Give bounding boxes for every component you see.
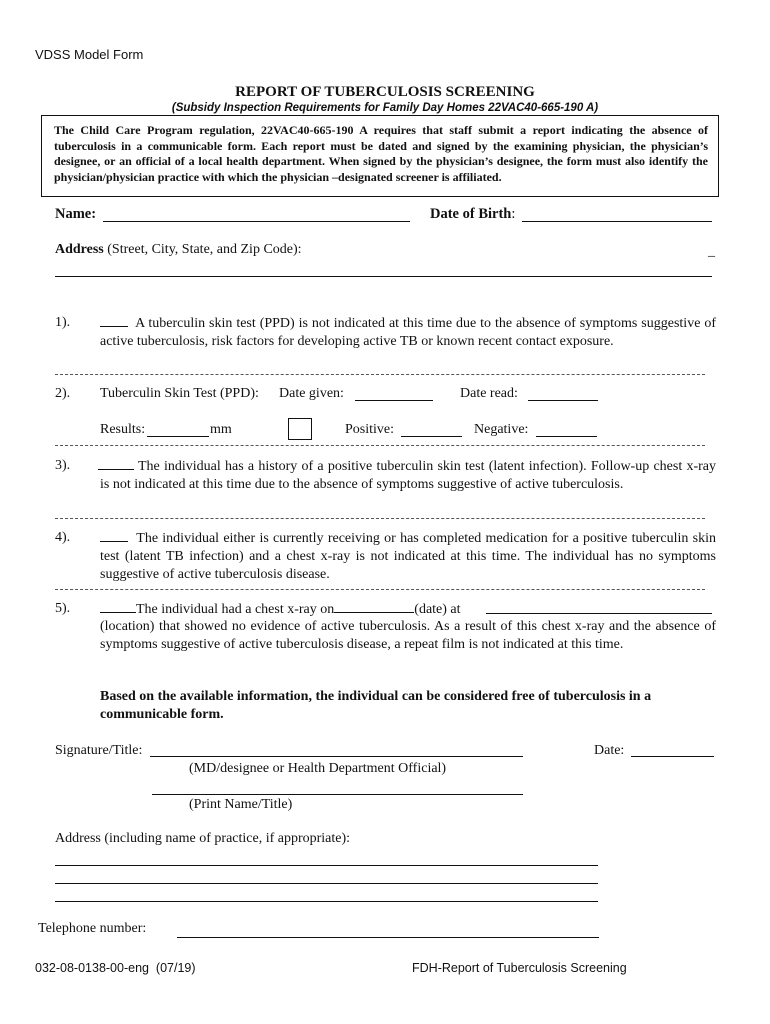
- section-divider: [55, 374, 705, 375]
- results-field[interactable]: [147, 436, 209, 437]
- practice-address-line-3[interactable]: [55, 901, 598, 902]
- item5-text: (location) that showed no evidence of active tuberculosis. As a result of this chest x-ray and the absence of symptoms suggestive of active tuberculosis disease, a repeat film is not indicated at this time.: [100, 619, 716, 652]
- item1-number: 1).: [55, 315, 71, 330]
- dob-label: Date of Birth:: [430, 206, 516, 222]
- signature-field[interactable]: [150, 756, 523, 757]
- item4-text: The individual either is currently receiving or has completed medication for a positive tuberculin skin test (latent TB infection) and a chest x-ray is not indicated at this time. The individual has no symptoms suggestive of active tuberculosis disease.: [100, 531, 716, 582]
- address-field[interactable]: [55, 276, 712, 277]
- practice-address-label: Address (including name of practice, if appropriate):: [55, 831, 351, 846]
- results-label: Results:: [100, 422, 146, 437]
- ppd-test-label: Tuberculin Skin Test (PPD):: [100, 386, 259, 401]
- form-name: FDH-Report of Tuberculosis Screening: [412, 961, 627, 975]
- item4-checkbox-blank[interactable]: [100, 529, 128, 542]
- item4-number: 4).: [55, 530, 71, 545]
- name-label: Name:: [55, 206, 97, 222]
- conclusion: Based on the available information, the individual can be considered free of tuberculosis in a communicable form.: [100, 689, 652, 722]
- item3-number: 3).: [55, 458, 71, 473]
- signature-label: Signature/Title:: [55, 743, 143, 758]
- signature-caption: (MD/designee or Health Department Official): [189, 761, 447, 776]
- signature-date-field[interactable]: [631, 756, 714, 757]
- telephone-label: Telephone number:: [38, 921, 147, 936]
- item3-checkbox-blank[interactable]: [98, 457, 134, 470]
- date-read-field[interactable]: [528, 400, 598, 401]
- practice-address-line-1[interactable]: [55, 865, 598, 866]
- item2-number: 2).: [55, 386, 71, 401]
- positive-label: Positive:: [345, 422, 395, 437]
- print-name-field[interactable]: [152, 794, 523, 795]
- address-marker: _: [708, 244, 715, 259]
- section-divider: [55, 518, 705, 519]
- xray-location-field[interactable]: [486, 613, 712, 614]
- item5-first-line: The individual had a chest x-ray on (date) at: [100, 600, 461, 619]
- practice-address-line-2[interactable]: [55, 883, 598, 884]
- address-label: Address (Street, City, State, and Zip Code):: [55, 242, 302, 257]
- date-given-field[interactable]: [355, 400, 433, 401]
- item1-text: A tuberculin skin test (PPD) is not indicated at this time due to the absence of symptoms suggestive of active tuberculosis, risk factors for developing active TB or known recent contact exposure.: [100, 316, 716, 349]
- regulation-notice: The Child Care Program regulation, 22VAC40-665-190 A requires that staff submit a report indicating the absence of tuberculosis in a communicable form. Each report must be dated and signed by the examining physician, the physician’s designee, or an official of a local health department. When signed by the physician’s designee, the form must also identify the physician/physician practice with which the physician –designated screener is affiliated.: [41, 115, 719, 197]
- item1-checkbox-blank[interactable]: [100, 314, 128, 327]
- negative-label: Negative:: [474, 422, 529, 437]
- item5-number: 5).: [55, 601, 71, 616]
- results-unit: mm: [210, 422, 232, 437]
- print-name-caption: (Print Name/Title): [189, 797, 293, 812]
- date-given-label: Date given:: [279, 386, 344, 401]
- date-read-label: Date read:: [460, 386, 518, 401]
- page-title: REPORT OF TUBERCULOSIS SCREENING: [235, 84, 535, 100]
- name-field[interactable]: [103, 221, 410, 222]
- item3-text: The individual has a history of a positive tuberculin skin test (latent infection). Follow-up chest x-ray is not indicated at this time due to the absence of symptoms suggestive of active tuberculosis.: [100, 459, 717, 492]
- positive-field[interactable]: [401, 436, 462, 437]
- form-label: VDSS Model Form: [35, 47, 144, 62]
- page-subtitle: (Subsidy Inspection Requirements for Family Day Homes 22VAC40-665-190 A): [171, 102, 599, 114]
- negative-field[interactable]: [536, 436, 597, 437]
- xray-date-field[interactable]: [334, 600, 414, 613]
- signature-date-label: Date:: [594, 743, 625, 758]
- section-divider: [55, 589, 705, 590]
- form-number: 032-08-0138-00-eng (07/19): [35, 961, 196, 975]
- item5-checkbox-blank[interactable]: [100, 600, 136, 613]
- section-divider: [55, 445, 705, 446]
- results-checkbox[interactable]: [288, 418, 312, 440]
- telephone-field[interactable]: [177, 937, 599, 938]
- dob-field[interactable]: [522, 221, 712, 222]
